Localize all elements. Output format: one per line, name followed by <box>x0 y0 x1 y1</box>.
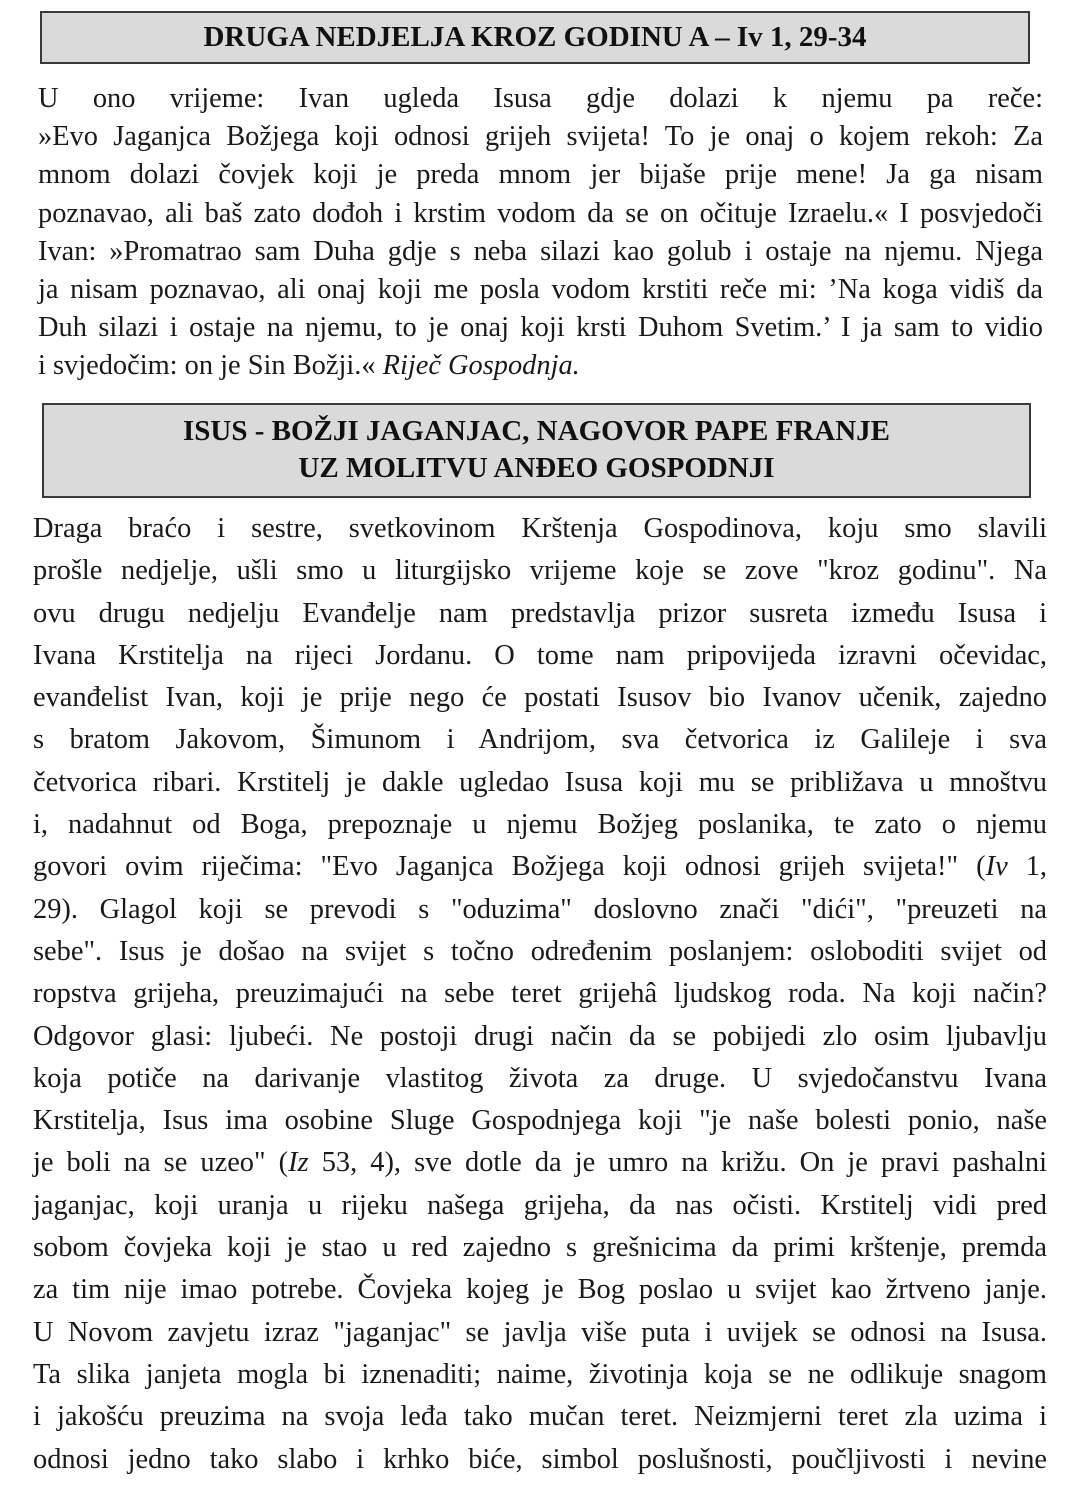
text-segment: 1, <box>1007 851 1048 883</box>
text-line: i jakošću preuzima na svoja leđa tako mučan teret. Neizmjerni teret zla uzima i <box>33 1401 1047 1433</box>
closing-acclamation: Riječ Gospodnja. <box>382 350 580 382</box>
text-line: U ono vrijeme: Ivan ugleda Isusa gdje dolazi k njemu pa reče: <box>38 83 1043 114</box>
text-line: sebe". Isus je došao na svijet s točno određenim poslanjem: osloboditi svijet od <box>33 935 1047 967</box>
text-line: i, nadahnut od Boga, prepoznaje u njemu Božjeg poslanika, te zato o njemu <box>33 809 1047 841</box>
text-line: za tim nije imao potrebe. Čovjeka kojeg je Bog poslao u svijet kao žrtveno janje. <box>33 1274 1047 1306</box>
text-line <box>33 846 1047 888</box>
text-line: Odgovor glasi: ljubeći. Ne postoji drugi način da se pobijedi zlo osim ljubavlju <box>33 1020 1047 1052</box>
text-line: Ta slika janjeta mogla bi iznenaditi; naime, životinja koja se ne odlikuje snagom <box>33 1358 1047 1390</box>
text-line: »Evo Jaganjca Božjega koji odnosi grijeh svijeta! To je onaj o kojem rekoh: Za <box>38 121 1043 153</box>
text-line: 29). Glagol koji se prevodi s "oduzima" doslovno znači "dići", "preuzeti na <box>33 893 1047 925</box>
homily-heading-box <box>42 403 1031 498</box>
text-line: sobom čovjeka koji je stao u red zajedno s grešnicima da primi krštenje, premda <box>33 1232 1047 1264</box>
text-line: Ivana Krstitelja na rijeci Jordanu. O tome nam pripovijeda izravni očevidac, <box>33 639 1047 671</box>
text-segment: govori ovim riječima: "Evo Jaganjca Božjega koji odnosi grijeh svijeta!" ( <box>33 851 986 883</box>
text-line: četvorica ribari. Krstitelj je dakle ugledao Isusa koji mu se približava u mnoštvu <box>33 766 1047 798</box>
text-segment: je boli na se uzeo" ( <box>33 1147 289 1179</box>
text-line: ropstva grijeha, preuzimajući na sebe teret grijehâ ljudskog roda. Na koji način? <box>33 978 1047 1010</box>
text-segment: i svjedočim: on je Sin Božji.« <box>38 350 383 382</box>
homily-heading-line-1: ISUS - BOŽJI JAGANJAC, NAGOVOR PAPE FRANJE <box>182 415 890 447</box>
text-line: evanđelist Ivan, koji je prije nego će postati Isusov bio Ivanov učenik, zajedno <box>33 682 1047 714</box>
gospel-heading: DRUGA NEDJELJA KROZ GODINU A – Iv 1, 29-34 <box>203 21 867 53</box>
scripture-reference: Iz <box>288 1147 309 1179</box>
text-line: ja nisam poznavao, ali onaj koji me posla vodom krstiti reče mi: ’Na koga vidiš da <box>38 274 1043 306</box>
gospel-reading-paragraph <box>38 80 1043 386</box>
text-line: koja potiče na darivanje vlastitog života za druge. U svjedočanstvu Ivana <box>33 1062 1047 1094</box>
text-line <box>33 1142 1047 1184</box>
text-line: poznavao, ali baš zato dođoh i krstim vodom da se on očituje Izraelu.« I posvjedoči <box>38 197 1043 229</box>
text-line: U Novom zavjetu izraz "jaganjac" se javlja više puta i uvijek se odnosi na Isusa. <box>33 1316 1047 1348</box>
text-line: mnom dolazi čovjek koji je preda mnom jer bijaše prije mene! Ja ga nisam <box>38 159 1043 191</box>
homily-paragraph <box>33 508 1047 1481</box>
gospel-heading-box <box>40 11 1030 64</box>
text-line: odnosi jedno tako slabo i krhko biće, simbol poslušnosti, poučljivosti i nevine <box>33 1443 1047 1475</box>
text-line <box>38 347 1043 385</box>
text-line: prošle nedjelje, ušli smo u liturgijsko vrijeme koje se zove "kroz godinu". Na <box>33 555 1047 587</box>
text-line: Krstitelja, Isus ima osobine Sluge Gospodnjega koji "je naše bolesti ponio, naše <box>33 1105 1047 1137</box>
text-segment: 53, 4), sve dotle da je umro na križu. On je pravi pashalni <box>308 1147 1047 1179</box>
text-line: jaganjac, koji uranja u rijeku našega grijeha, da nas očisti. Krstitelj vidi pred <box>33 1189 1047 1221</box>
text-line: Duh silazi i ostaje na njemu, to je onaj koji krsti Duhom Svetim.’ I ja sam to vidio <box>38 312 1043 344</box>
text-line: ovu drugu nedjelju Evanđelje nam predstavlja prizor susreta između Isusa i <box>33 597 1047 629</box>
homily-heading-line-2: UZ MOLITVU ANĐEO GOSPODNJI <box>298 452 775 484</box>
text-line: s bratom Jakovom, Šimunom i Andrijom, sva četvorica iz Galileje i sva <box>33 724 1047 756</box>
scripture-reference: Iv <box>985 851 1008 883</box>
text-line: Draga braćo i sestre, svetkovinom Krštenja Gospodinova, koju smo slavili <box>33 513 1047 544</box>
text-line: Ivan: »Promatrao sam Duha gdje s neba silazi kao golub i ostaje na njemu. Njega <box>38 235 1043 267</box>
